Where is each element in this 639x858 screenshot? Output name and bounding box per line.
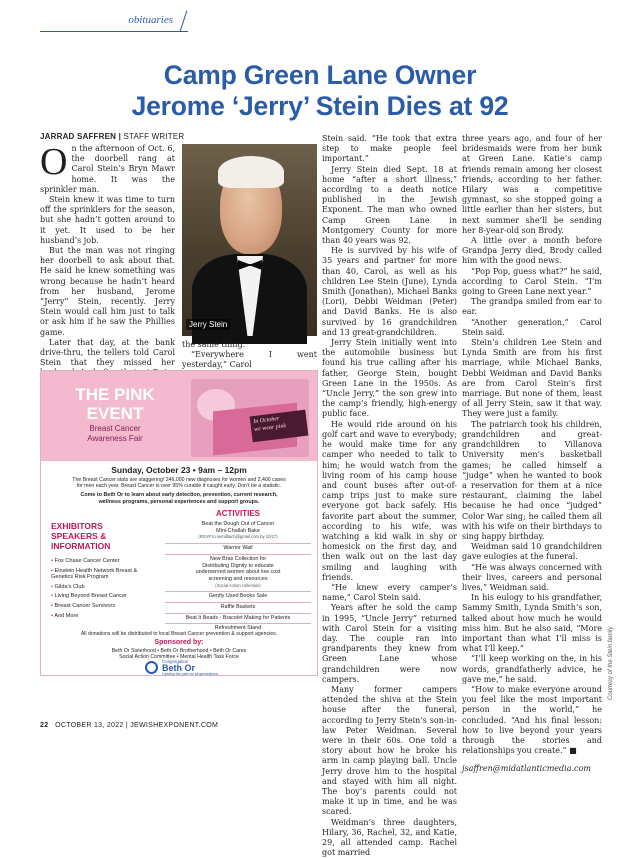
pink-event-ad <box>40 370 318 676</box>
ad-invite-line-2: wellness programs, personal experiences and support groups. <box>98 498 260 505</box>
article-column-3 <box>322 134 457 858</box>
exhibitors-heading-1: EXHIBITORS <box>51 521 103 531</box>
photo-credit: Courtesy of the Stein family <box>608 626 614 700</box>
photo-hair <box>218 156 284 188</box>
ad-sponsors-line-2: Social Action Committee • Mental Health Task Force <box>119 654 239 661</box>
exhibitors-list <box>51 557 155 621</box>
headline-line-1: Camp Green Lane Owner <box>163 60 477 90</box>
ad-stats-line-1: The Breast Cancer stats are staggering! 246,000 new diagnoses for women and 2,400 cases <box>72 477 286 483</box>
exhibitors-heading-3: INFORMATION <box>51 541 111 551</box>
ad-subtitle-line-2: Awareness Fair <box>87 434 143 443</box>
exhibitors-heading <box>51 521 151 551</box>
section-label: obituaries <box>125 14 176 26</box>
paragraph: A little over a month before Grandpa Jerry died, Brody called him with the good news. <box>462 236 602 266</box>
paragraph: “Everywhere I went yesterday,” Carol <box>182 350 317 370</box>
activities-heading: ACTIVITIES <box>215 509 260 518</box>
ad-sponsored-by: Sponsored by: <box>154 639 204 646</box>
ad-photo <box>191 379 309 457</box>
paragraph: Jerry Stein died Sept. 18 at home “after a short illness,” according to a death notice published in the Jewish Exponent. The man who owned Camp Green Lane in Montgomery County for more than 40 years was 92. <box>322 164 457 246</box>
activity-item: Raffle Baskets <box>165 603 311 614</box>
ad-date: Sunday, October 23 • 9am – 12pm <box>111 465 247 475</box>
exhibitor-item: • Fox Chase Cancer Center <box>51 557 155 567</box>
lead-text: n the afternoon of Oct. 6, the doorbell rang at Carol Stein’s Bryn Mawr home. It was the sprinkler man. <box>40 144 175 194</box>
paragraph: Many former campers attended the shiva at the Stein house after the funeral, according to Jerry Stein’s son-in-law Peter Weidman. Several were in their 60s. One told a story about how he broke his arm in camp playing ball. Uncle Jerry drove him to the hospital and stayed with him all night. The boy’s parents could not make it up in time, and he was scared. <box>322 684 457 817</box>
ad-sign-line-2: we wear pink <box>253 423 287 434</box>
ad-stats-line-2: for men each year. Breast Cancer is over 95% curable if caught early. Don’t be a statistic. <box>76 483 282 490</box>
footer-date: OCTOBER 13, 2022 <box>55 722 124 729</box>
paragraph: “How to make everyone around you feel like the most important person in the world,” he concluded. “And his final lesson: how to live beyond your years through the stories and relationships you create.” ■ <box>462 684 602 756</box>
paragraph: “He was always concerned with their lives, careers and personal lives,” Weidman said. <box>462 562 602 592</box>
exhibitor-item: • Breast Cancer Survivors <box>51 602 155 612</box>
section-header <box>40 10 188 34</box>
activity-text: Mini-Challah Bake <box>216 527 260 534</box>
ad-sponsors-line-1: Beth Or Sisterhood • Beth Or Brotherhood • Beth Or Cares <box>111 648 247 654</box>
article-column-2 <box>182 340 317 371</box>
exhibitor-item: • Einstein Health Network Breast & Genetics Risk Program <box>51 567 155 583</box>
ad-subtitle <box>55 424 175 444</box>
paragraph: Years after he sold the camp in 1995, “Uncle Jerry” returned with Carol Stein for a visiting day. The couple ran into grandparents they knew from Green Lane whose grandchildren were now campers. <box>322 603 457 684</box>
paragraph: Weidman said 10 grandchildren gave eulogies at the funeral. <box>462 542 602 562</box>
paragraph: three years ago, and four of her bridesmaids were from her bunk at Green Lane. Katie’s camp friends remain among her closest friends, according to her father. Hilary was a competitive gymnast, so she stopped going a little earlier than her sisters, but next summer she’ll be sending her 8-year-old son Brody. <box>462 134 602 235</box>
photo-caption: Jerry Stein <box>186 319 230 330</box>
byline-name: JARRAD SAFFREN <box>40 132 117 141</box>
activities-panel <box>165 509 311 634</box>
article-column-4 <box>462 134 602 775</box>
paragraph: But the man was not ringing her doorbell to ask about that. He said he knew something was wrong because he hadn’t heard from her husband, Jerome “Jerry” Stein, recently. Jerry Stein would call him just to talk or ask him if he saw the Phillies game. <box>40 246 175 337</box>
ad-donations: All donations will be distributed to local Breast Cancer prevention & support agencies. <box>80 631 278 637</box>
lead-paragraph <box>40 141 175 195</box>
beth-or-logo <box>143 659 223 675</box>
activity-text: Distributing Dignity to educate <box>202 562 274 569</box>
ad-title-line-1: THE PINK <box>75 385 155 404</box>
activity-note: (RSVP to semilbach@gmail.com by 10/17) <box>198 534 278 540</box>
paragraph: The grandpa smiled from ear to ear. <box>462 297 602 317</box>
paragraph: Jerry Stein initially went into the automobile business but found his true calling after his father, George Stein, bought Green Lane in the 1950s. As “Uncle Jerry,” the son grew into the camp’s friendly, high-energy public face. <box>322 338 457 419</box>
section-slash <box>180 10 188 31</box>
activity-item: Beat It Beads - Bracelet Making for Patients <box>165 614 311 625</box>
paragraph: “I’ll keep working on the, in his words, grandfatherly advice, he gave me,” he said. <box>462 654 602 684</box>
headline-line-2: Jerome ‘Jerry’ Stein Dies at 92 <box>131 91 509 121</box>
ad-sign-line-1: In October <box>252 415 280 426</box>
activity-text: underserved women about low cost <box>195 569 281 576</box>
paragraph: Stein knew it was time to turn off the sprinklers for the season, but she hadn’t gotten around to it yet. It used to be her husband’s job. <box>40 195 175 245</box>
ad-subtitle-line-1: Breast Cancer <box>89 424 141 433</box>
author-email: jsaffren@midatlanticmedia.com <box>462 764 591 774</box>
ad-stats <box>47 477 311 490</box>
ad-invite-line-1: Come to Beth Or to learn about early detection, prevention, current research, <box>80 492 278 498</box>
article-column-1 <box>40 141 175 389</box>
byline: JARRAD SAFFREN | STAFF WRITER <box>40 132 185 141</box>
paragraph: The patriarch took his children, grandchildren and great-grandchildren to Villanova University men’s basketball games; he called himself a “judge” when he wanted to book a reservation for them at a nice restaurant, claiming the label because he had once “judged” Color War sing; he called them all with his wife on their birthdays to sing happy birthday. <box>462 419 602 541</box>
paragraph: In his eulogy to his grandfather, Sammy Smith, Lynda Smith’s son, talked about how much he would miss him. But he also said, “More important than what I’ll miss is what I’ll keep.” <box>462 593 602 654</box>
ad-banner <box>41 371 317 461</box>
exhibitor-item: • Living Beyond Breast Cancer <box>51 592 155 602</box>
portrait-photo <box>182 144 317 336</box>
activity-item <box>165 520 311 544</box>
exhibitor-item: • Gilda’s Club <box>51 583 155 593</box>
activity-text: screening and resources <box>208 575 268 582</box>
ad-title <box>55 385 175 423</box>
exhibitor-item: • And More <box>51 612 155 622</box>
paragraph: “Another generation,” Carol Stein said. <box>462 317 602 337</box>
paragraph: He would ride around on his golf cart and wave to everybody; he would make time for any camper who needed to talk to him; he would watch from the living room of his camp house and count buses after out-of-camp trips just to make sure everyone got back safely. His favorite part about the summer, according to his wife, was watching a kid walk in shy or homesick on the first day, and then walk out on the last day smiling and laughing with friends. <box>322 419 457 582</box>
ad-title-line-2: EVENT <box>86 404 144 423</box>
logo-name: Beth Or <box>162 663 196 673</box>
logo-tagline: Lighting the path for all generations <box>162 672 219 676</box>
paragraph: the same thing. <box>182 340 246 349</box>
byline-role: STAFF WRITER <box>123 132 185 141</box>
headline <box>40 60 600 122</box>
activity-item: Warrior Wall <box>165 544 311 555</box>
logo-top: Congregation <box>162 659 189 664</box>
logo-mark-icon <box>145 661 158 674</box>
paragraph: Later that day, at the bank drive-thru, the tellers told Carol Stein that they missed her <box>40 337 175 368</box>
activity-item <box>165 555 311 593</box>
activity-item: Gently Used Books Sale <box>165 592 311 603</box>
paragraph: Stein said. “He took that extra step to make people feel important.” <box>322 134 457 164</box>
paragraph: He is survived by his wife of 35 years and partner for more than 40, Carol, as well as his children Lee Stein (June), Lynda Smith (Jonathan), Michael Banks (Lori), Debbi Weidman (Peter) and David Banks. He is also survived by 16 grandchildren and 13 great-grandchildren. <box>322 246 457 337</box>
activity-text: New Bras Collection for <box>209 555 267 562</box>
paragraph: Stein’s children Lee Stein and Lynda Smith are from his first marriage, while Michael Banks, Debbi Weidman and David Banks are from Carol Stein’s first marriage. But none of them, least of all Jerry Stein, saw it that way. They were just a family. <box>462 338 602 419</box>
paragraph: “He knew every camper’s name,” Carol Stein said. <box>322 582 457 603</box>
activity-note: (Social Action collection) <box>215 582 261 588</box>
exhibitors-heading-2: SPEAKERS & <box>51 531 107 541</box>
activity-text: Beat the Dough Out of Cancer <box>201 521 275 527</box>
footer-site: JEWISHEXPONENT.COM <box>130 722 219 729</box>
activity-item: Refreshment Stand <box>214 625 262 632</box>
section-rule <box>40 31 188 32</box>
ad-sign <box>250 410 309 443</box>
paragraph: Weidman’s three daughters, Hilary, 36, Rachel, 32, and Katie, 29, all attended camp. Rachel got married <box>322 817 457 858</box>
page-footer: 22 OCTOBER 13, 2022 | JEWISHEXPONENT.COM <box>40 722 219 729</box>
paragraph: “Pop Pop, guess what?” he said, according to Carol Stein. “I’m going to Green Lane next year.” <box>462 266 602 297</box>
ad-invite <box>47 492 311 505</box>
page-number: 22 <box>40 722 49 729</box>
drop-cap: O <box>40 141 68 183</box>
